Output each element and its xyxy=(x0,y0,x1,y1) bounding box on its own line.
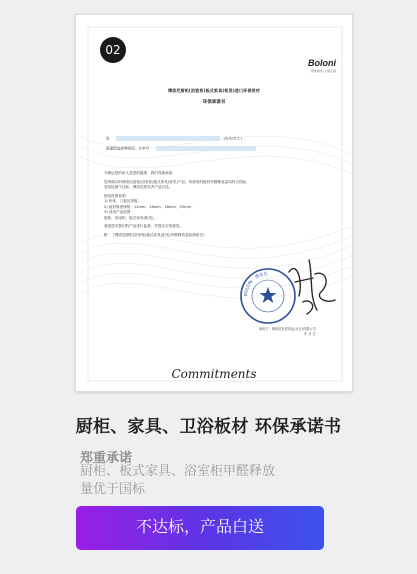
para-line: 附：《博洛尼厨柜(浴室柜)板式家具(柜类)甲醛释放量检测报告》 xyxy=(104,232,207,237)
recipient-suffix: (先生/女士) xyxy=(223,136,242,141)
signer-info xyxy=(259,327,316,337)
brand-name: Boloni xyxy=(308,58,336,68)
brand-sub: 整体厨房·全屋定制 xyxy=(311,69,336,73)
recipient-label: 致： xyxy=(106,136,114,141)
recipient-row xyxy=(106,136,242,142)
document-header xyxy=(76,88,352,105)
document-title: 博洛尼厨柜(浴室柜)板式家具(柜类)进口环保用材 xyxy=(167,88,261,93)
description-line: 量优于国标 xyxy=(80,482,146,497)
para-line: 若经检测不达标，博洛尼将负责产品白送。 xyxy=(104,185,173,189)
para-line: 欢迎您对我们的产品进行监督，并提出宝贵意见。 xyxy=(104,224,184,228)
section-subtitle: 郑重承诺 xyxy=(80,451,133,466)
commitments-title: Commitments xyxy=(171,367,257,381)
company-seal xyxy=(239,267,297,325)
order-row xyxy=(106,146,258,152)
number-badge: 02 xyxy=(100,37,126,63)
para-line: 2) 板材厚度规格：12mm、16mm、18mm、25mm； xyxy=(104,204,195,209)
date-line: 年 月 日 xyxy=(304,332,316,336)
para-line: 1) 柜体、门板及背板； xyxy=(104,199,142,203)
para-line: 使用范围说明： xyxy=(104,193,130,198)
para-line: 厨柜、浴室柜、板式家具(柜类)。 xyxy=(104,215,158,220)
para-line: 3) 适用产品范围： xyxy=(104,210,134,214)
description xyxy=(80,463,275,499)
svg-text:BOLONI · 博洛尼 xyxy=(243,270,268,296)
commitment-text xyxy=(104,171,324,238)
seal-text: BOLONI · 博洛尼 xyxy=(242,270,269,297)
signer-line: 承诺方：博洛尼家居用品(北京)有限公司 xyxy=(259,327,316,331)
brand-logo xyxy=(308,58,336,73)
para-line: 您所购买的博洛尼厨柜(浴室柜)板式家具(柜类)产品，所使用的板材甲醛释放量均符合国标， xyxy=(104,179,250,184)
document-subtitle: 环保承诺书 xyxy=(202,100,226,105)
page-headline: 厨柜、家具、卫浴板材 环保承诺书 xyxy=(75,417,342,437)
recipient-fill xyxy=(116,136,220,141)
description-line: 厨柜、板式家具、浴室柜甲醛释放 xyxy=(80,464,276,479)
order-fill xyxy=(156,146,256,151)
certificate-image xyxy=(75,14,353,392)
order-label: 感谢您选择博洛尼，订单号： xyxy=(106,146,153,151)
promise-cta-button[interactable]: 不达标，产品白送 xyxy=(76,506,324,550)
para-line: 为保证您的家人及您的健康，我们郑重承诺： xyxy=(104,171,176,175)
